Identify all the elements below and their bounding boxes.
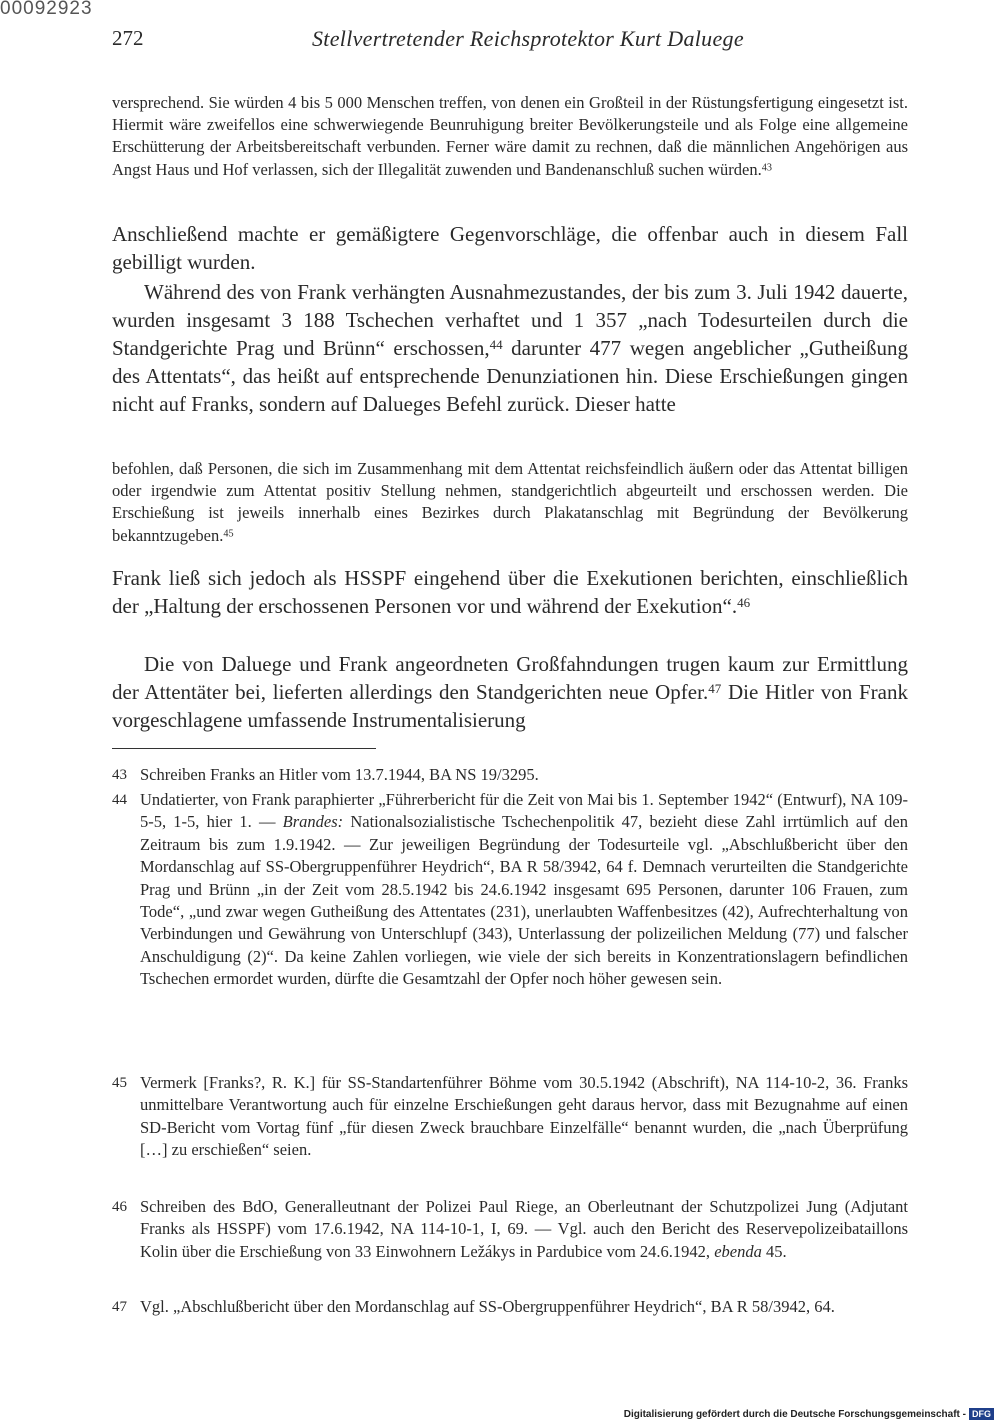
footnote-46 xyxy=(112,1196,908,1263)
paragraph-4-part-1: Die von Daluege und Frank angeordneten Großfahndungen trugen kaum zur Ermittlung der Attentäter bei, lieferten allerdings den Standgerichten neue Opfer. xyxy=(112,652,908,704)
footnote-ref-44[interactable]: 44 xyxy=(489,337,503,353)
digitization-footer xyxy=(624,1408,994,1420)
footnote-44-author: Brandes: xyxy=(282,812,344,832)
block-quote-1 xyxy=(112,92,908,181)
paragraph-3 xyxy=(112,564,908,620)
footnote-number-46: 46 xyxy=(112,1199,127,1215)
footnote-44-text-2: Nationalsozialistische Tschechenpolitik 47, bezieht diese Zahl irrtümlich auf den Zeitraum bis zum 1.9.1942. — Zur jeweiligen Begründung der Todesurteile vgl. „Abschlußbericht über den Mordanschlag auf SS-Obergruppenführer Heydrich“, BA R 58/3942, 64 f. Demnach verurteilten die Standgerichte Prag und Brünn „in der Zeit vom 28.5.1942 bis 24.6.1942 insgesamt 695 Personen, darunter 106 Frauen, zum Tode“, „und zwar wegen Gutheißung des Attentates (231), unerlaubten Waffenbesitzes (42), Aufrechterhaltung von Verbindungen und Gewährung von Unterschlupf (343), Unterlassung der polizeilichen Meldung (77) und falscher Anschuldigung (2)“. Da keine Zahlen vorliegen, wie viele der sich bereits in Konzentrationslagern befindlichen Tschechen ermordet wurden, dürfte die Gesamtzahl der Opfer noch höher gewesen sein. xyxy=(140,812,908,989)
footnote-47 xyxy=(112,1296,908,1318)
footnote-ref-46[interactable]: 46 xyxy=(737,595,751,611)
paragraph-2-part-2: darunter 477 wegen angeblicher „Gutheißung des Attentats“, das heißt auf entsprechende Denunziationen hin. Diese Erschießungen gingen nicht auf Franks, sondern auf Dalueges Befehl zurück. Dieser hatte xyxy=(112,336,908,416)
footnote-46-ebenda: ebenda xyxy=(714,1241,762,1261)
paragraph-4 xyxy=(112,650,908,734)
footnote-45-text: Vermerk [Franks?, R. K.] für SS-Standartenführer Böhme vom 30.5.1942 (Abschrift), NA 114-10-2, 36. Franks unmittelbare Verantwortung auch für einzelne Erschießungen geht daraus hervor, dass mit Bezugnahme auf einen SD-Bericht vom Vortag fünf „für diesen Zweck brauchbare Einzelfälle“ benannt wurden, die „nach Überprüfung […] zu erschießen“ seien. xyxy=(140,1073,908,1160)
footnote-number-45: 45 xyxy=(112,1075,127,1091)
footer-text: Digitalisierung gefördert durch die Deutsche Forschungsgemeinschaft - xyxy=(623,1408,966,1420)
block-quote-2 xyxy=(112,458,908,547)
paragraph-2-part-1: Während des von Frank verhängten Ausnahmezustandes, der bis zum 3. Juli 1942 dauerte, wurden insgesamt 3 188 Tschechen verhaftet und 1 357 „nach Todesurteilen durch die Standgerichte Prag und Brünn“ erschossen, xyxy=(112,280,908,360)
footnote-number-47: 47 xyxy=(112,1299,127,1315)
footnote-46-body xyxy=(140,1196,908,1263)
paragraph-4-part-2: Die Hitler von Frank vorgeschlagene umfassende Instrumentalisierung xyxy=(112,680,908,732)
footnote-ref-47[interactable]: 47 xyxy=(708,681,722,697)
footnote-ref-43[interactable]: 43 xyxy=(761,162,772,174)
quote-2-text: befohlen, daß Personen, die sich im Zusammenhang mit dem Attentat reichsfeindlich äußern oder das Attentat billigen oder irgendwie zum Attentat positiv Stellung nehmen, standgerichtlich abgeurteilt und erschossen werden. Die Erschießung ist jeweils innerhalb eines Bezirkes durch Plakatanschlag mit Begründung der Bevölkerung bekanntzugeben. xyxy=(112,459,908,545)
footnote-45 xyxy=(112,1072,908,1162)
footnote-46-text-2: 45. xyxy=(761,1241,787,1261)
footnote-47-text: Vgl. „Abschlußbericht über den Mordanschlag auf SS-Obergruppenführer Heydrich“, BA R 58/3942, 64. xyxy=(140,1297,835,1316)
paragraph-3-text: Frank ließ sich jedoch als HSSPF eingehend über die Exekutionen berichten, einschließlich der „Haltung der erschossenen Personen vor und während der Exekution“. xyxy=(112,566,908,618)
footnote-43-text: Schreiben Franks an Hitler vom 13.7.1944, BA NS 19/3295. xyxy=(140,765,539,784)
footnote-divider xyxy=(112,748,376,749)
footnote-number-43: 43 xyxy=(112,767,127,783)
footnote-46-text-1: Schreiben des BdO, Generalleutnant der Polizei Paul Riege, an Oberleutnant der Schutzpolizei Jung (Adjutant Franks als HSSPF) vom 17.6.1942, NA 114-10-1, I, 69. — Vgl. auch den Bericht des Reservepolizeibataillons Kolin über die Erschießung von 33 Einwohnern Ležákys in Pardubice vom 24.6.1942, xyxy=(140,1197,908,1261)
quote-1-text: versprechend. Sie würden 4 bis 5 000 Menschen treffen, von denen ein Großteil in der Rüstungsfertigung eingesetzt ist. Hiermit wäre zweifellos eine schwerwiegende Beunruhigung breiter Bevölkerungsteile und als Folge eine allgemeine Erschütterung der Arbeitsbereitschaft verbunden. Ferner wäre damit zu rechnen, daß die männlichen Angehörigen aus Angst Haus und Hof verlassen, sich der Illegalität zuwenden und Bandenanschluß suchen würden. xyxy=(112,93,908,179)
page-number: 272 xyxy=(112,26,144,50)
footnote-number-44: 44 xyxy=(112,792,127,808)
scan-id: 00092923 xyxy=(0,0,93,19)
paragraph-2 xyxy=(112,278,908,418)
footnote-43 xyxy=(112,764,908,786)
running-head: Stellvertretender Reichsprotektor Kurt Daluege xyxy=(312,26,744,51)
paragraph-1: Anschließend machte er gemäßigtere Gegenvorschläge, die offenbar auch in diesem Fall gebilligt wurden. xyxy=(112,222,908,274)
dfg-logo-icon: DFG xyxy=(969,1408,994,1420)
footnote-44 xyxy=(112,789,908,991)
footnote-44-body xyxy=(140,789,908,991)
footnote-ref-45[interactable]: 45 xyxy=(223,528,234,540)
footnote-44-text-1: Undatierter, von Frank paraphierter „Führerbericht für die Zeit von Mai bis 1. September 1942“ (Entwurf), NA 109-5-5, 1-5, hier 1. — xyxy=(140,790,908,832)
